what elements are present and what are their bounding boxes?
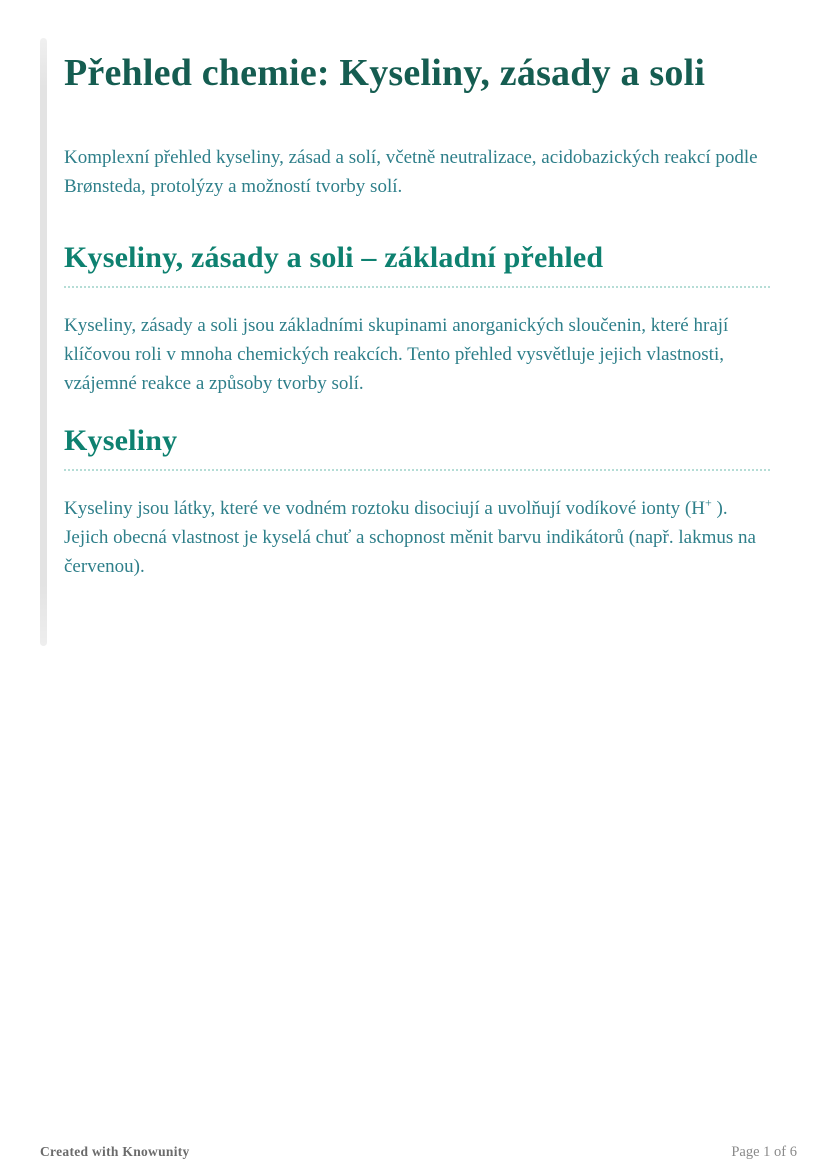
document-title: Přehled chemie: Kyseliny, zásady a soli [64,52,706,94]
hydrogen-ion-superscript: + [704,495,712,510]
page-footer [40,1144,797,1161]
acids-text-before-superscript: Kyseliny jsou látky, které ve vodném roztoku disociují a uvolňují vodíkové ionty (H [64,498,705,520]
document-content [64,50,770,581]
brand-credit: Created with Knowunity [40,1144,190,1159]
section-overview [64,241,770,398]
section-heading-overview: Kyseliny, zásady a soli – základní přehled [64,241,770,288]
intro-paragraph: Komplexní přehled kyseliny, zásad a solí, včetně neutralizace, acidobazických reakcí podle Brønsteda, protolýzy a možností tvorby solí. [64,147,758,198]
section-paragraph-overview: Kyseliny, zásady a soli jsou základními skupinami anorganických sloučenin, které hrají klíčovou roli v mnoha chemických reakcích. Tento přehled vysvětluje jejich vlastnosti, vzájemné reakce a způsoby tvorby solí. [64,315,729,395]
section-paragraph-acids [64,494,770,581]
left-accent-bar [40,38,47,646]
section-acids [64,424,770,581]
page-indicator: Page 1 of 6 [731,1144,797,1160]
acids-text-after-superscript: ). Jejich obecná vlastnost je kyselá chuť a schopnost měnit barvu indikátorů (např. lakmus na červenou). [64,498,756,578]
section-heading-acids: Kyseliny [64,424,770,471]
